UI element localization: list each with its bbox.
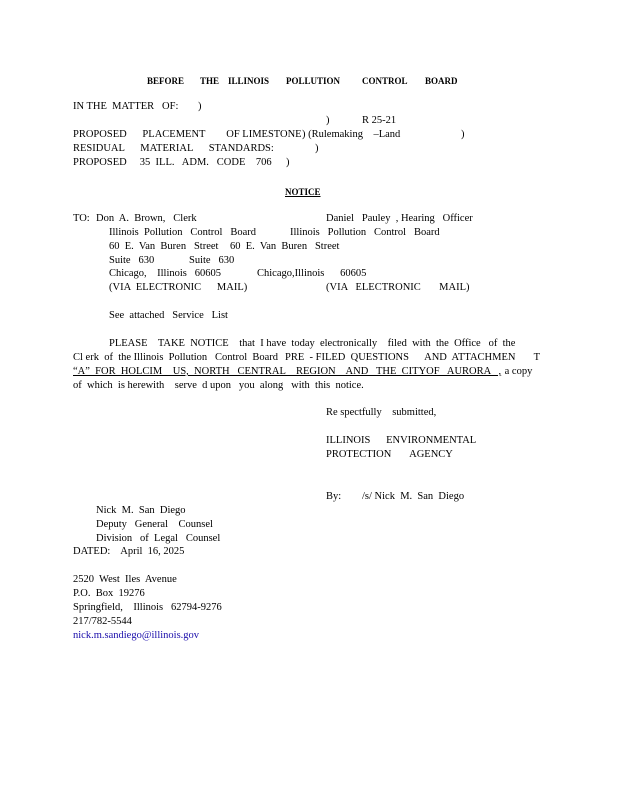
to-right-city: Chicago,Illinois 60605 bbox=[257, 268, 367, 279]
email-link[interactable]: nick.m.sandiego@illinois.gov bbox=[73, 630, 200, 641]
to-right-street: 60 E. Van Buren Street bbox=[230, 241, 340, 252]
header-pollution: POLLUTION bbox=[286, 76, 341, 86]
signature-agency-2: PROTECTION AGENCY bbox=[326, 449, 453, 460]
caption-paren-2: ) bbox=[326, 115, 330, 126]
signature-closing: Re spectfully submitted, bbox=[326, 407, 437, 418]
header-board: BOARD bbox=[425, 76, 458, 86]
caption-residual: RESIDUAL MATERIAL STANDARDS: bbox=[73, 143, 274, 154]
header-illinois: ILLINOIS bbox=[228, 76, 270, 86]
caption-paren-3-end: ) bbox=[461, 129, 465, 140]
body-line-3-underlined: “A” FOR HOLCIM US, NORTH CENTRAL REGION AND THE CITYOF AURORA , bbox=[73, 366, 502, 377]
body-line-4: of which is herewith serve d upon you along with this notice. bbox=[73, 380, 364, 391]
to-left-org: Illinois Pollution Control Board bbox=[109, 227, 257, 238]
body-line-2-caps: PRE - FILED QUESTIONS AND ATTACHMEN T bbox=[285, 352, 541, 363]
body-line-3-tail: a copy bbox=[502, 366, 533, 377]
header-the: THE bbox=[200, 76, 220, 86]
notice-title: NOTICE bbox=[285, 187, 321, 197]
caption-in-the-matter: IN THE MATTER OF: bbox=[73, 101, 179, 112]
signature-by-value: /s/ Nick M. San Diego bbox=[362, 491, 465, 502]
body-line-1: PLEASE TAKE NOTICE that I have today electronically filed with the Office of the bbox=[109, 338, 516, 349]
address-phone: 217/782-5544 bbox=[73, 616, 132, 627]
to-left-suite: Suite 630 bbox=[109, 255, 155, 266]
body-line-2-plain: Cl erk of the Illinois Pollution Control Board bbox=[73, 352, 279, 363]
to-right-suite: Suite 630 bbox=[189, 255, 235, 266]
caption-paren-5: ) bbox=[286, 157, 290, 168]
address-city: Springfield, Illinois 62794-9276 bbox=[73, 602, 222, 613]
signature-agency-1: ILLINOIS ENVIRONMENTAL bbox=[326, 435, 477, 446]
caption-proposed-code: PROPOSED 35 ILL. ADM. CODE 706 bbox=[73, 157, 272, 168]
caption-proposed-placement: PROPOSED PLACEMENT OF LIMESTONE bbox=[73, 129, 302, 140]
caption-rulemaking: ) (Rulemaking –Land bbox=[302, 129, 401, 140]
address-po: P.O. Box 19276 bbox=[73, 588, 145, 599]
caption-paren-4: ) bbox=[315, 143, 319, 154]
to-left-street: 60 E. Van Buren Street bbox=[109, 241, 219, 252]
caption-docket: R 25-21 bbox=[362, 115, 397, 126]
service-list: See attached Service List bbox=[109, 310, 228, 321]
counsel-title: Deputy General Counsel bbox=[96, 519, 213, 530]
header-before: BEFORE bbox=[147, 76, 185, 86]
counsel-name: Nick M. San Diego bbox=[96, 505, 186, 516]
to-right-name: Daniel Pauley , Hearing Officer bbox=[326, 213, 473, 224]
header-control: CONTROL bbox=[362, 76, 408, 86]
to-right-via: (VIA ELECTRONIC MAIL) bbox=[326, 282, 470, 293]
to-label: TO: bbox=[73, 213, 90, 224]
to-left-name: Don A. Brown, Clerk bbox=[96, 213, 197, 224]
caption-paren-1: ) bbox=[198, 101, 202, 112]
signature-by-label: By: bbox=[326, 491, 342, 502]
to-right-org: Illinois Pollution Control Board bbox=[290, 227, 440, 238]
to-left-city: Chicago, Illinois 60605 bbox=[109, 268, 221, 279]
to-left-via: (VIA ELECTRONIC MAIL) bbox=[109, 282, 248, 293]
counsel-division: Division of Legal Counsel bbox=[96, 533, 221, 544]
dated-line: DATED: April 16, 2025 bbox=[73, 546, 185, 557]
address-street: 2520 West Iles Avenue bbox=[73, 574, 177, 585]
